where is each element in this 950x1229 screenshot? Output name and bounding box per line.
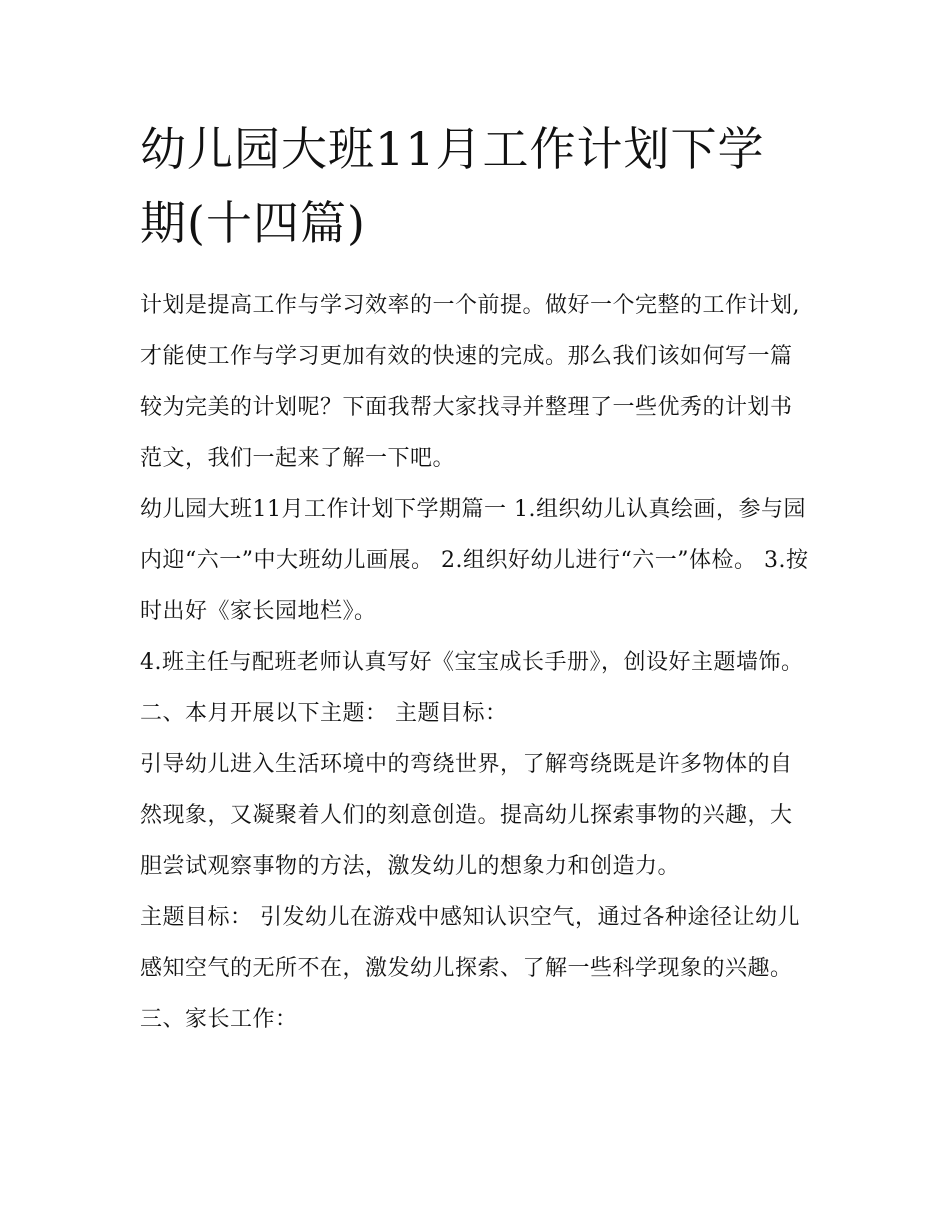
paragraph-theme-one: 引导幼儿进入生活环境中的弯绕世界，了解弯绕既是许多物体的自然现象，又凝聚着人们的刻意创造。提高幼儿探索事物的兴趣，大胆尝试观察事物的方法，激发幼儿的想象力和创造力。 bbox=[140, 752, 793, 879]
document-body bbox=[140, 280, 812, 1045]
paragraph-theme-two: 主题目标： 引发幼儿在游戏中感知认识空气，通过各种途径让幼儿感知空气的无所不在，激发幼儿探索、了解一些科学现象的兴趣。 三、家长工作： bbox=[140, 905, 800, 1032]
title-line-2: 期(十四篇) bbox=[140, 196, 366, 250]
paragraph-item-four: 4.班主任与配班老师认真写好《宝宝成长手册》，创设好主题墙饰。 二、本月开展以下主题： 主题目标： bbox=[140, 650, 804, 726]
paragraph-section-one: 幼儿园大班11月工作计划下学期篇一 1.组织幼儿认真绘画，参与园内迎“六一”中大班幼儿画展。 2.组织好幼儿进行“六一”体检。 3.按时出好《家长园地栏》。 bbox=[140, 497, 809, 624]
document-title bbox=[140, 112, 812, 260]
paragraph-intro: 计划是提高工作与学习效率的一个前提。做好一个完整的工作计划,才能使工作与学习更加有效的快速的完成。那么我们该如何写一篇较为完美的计划呢？下面我帮大家找寻并整理了一些优秀的计划书范文，我们一起来了解一下吧。 bbox=[140, 293, 800, 471]
document-content bbox=[140, 112, 812, 1045]
title-line-1: 幼儿园大班11月工作计划下学 bbox=[140, 122, 765, 176]
